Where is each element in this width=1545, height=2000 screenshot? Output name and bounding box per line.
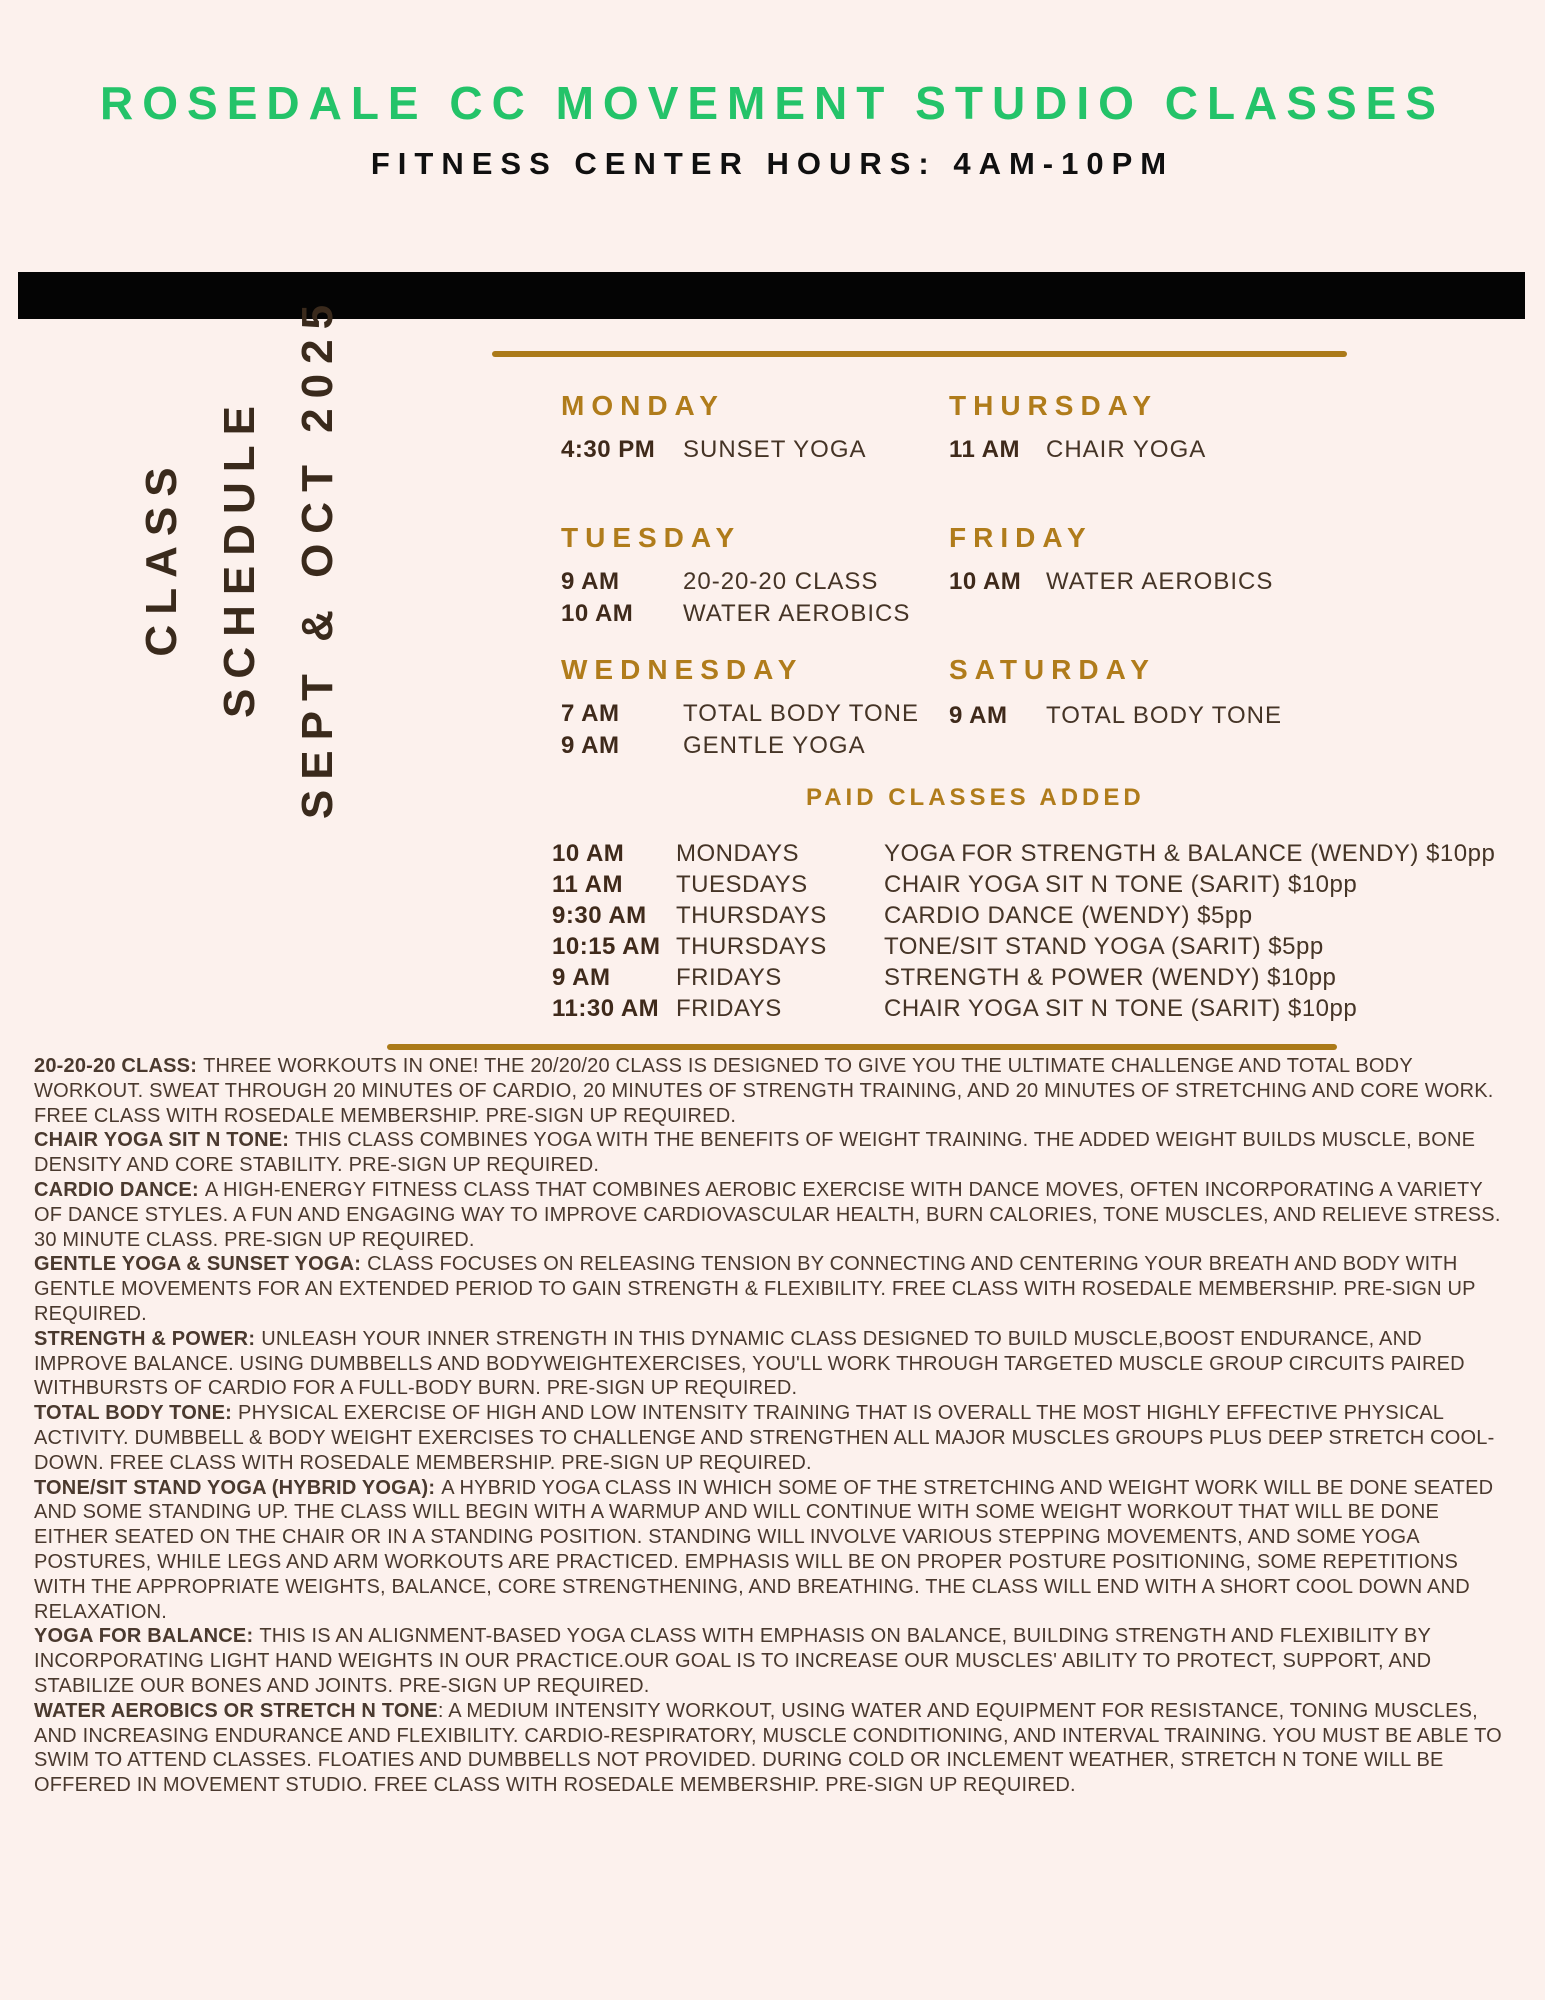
- description-text: A HYBRID YOGA CLASS IN WHICH SOME OF THE STRETCHING AND WEIGHT WORK WILL BE DONE SEATED AND SOME STANDING UP. THE CLASS WILL BEGIN WITH A WARMUP AND WILL CONTINUE WITH SOME WEIGHT WORKOUT THAT WILL BE DONE EITHER SEATED ON THE CHAIR OR IN A STANDING POSITION. STANDING WILL INVOLVE VARIOUS STEPPING MOVEMENTS, AND SOME YOGA POSTURES, WHILE LEGS AND ARM WORKOUTS ARE PRACTICED. EMPHASIS WILL BE ON PROPER POSTURE POSITIONING, SOME REPETITIONS WITH THE APPROPRIATE WEIGHTS, BALANCE, CORE STRENGTHENING, AND BREATHING. THE CLASS WILL END WITH A SHORT COOL DOWN AND RELAXATION.: [34, 1476, 1494, 1623]
- description-text: THREE WORKOUTS IN ONE! THE 20/20/20 CLASS IS DESIGNED TO GIVE YOU THE ULTIMATE CHALLENGE AND TOTAL BODY WORKOUT. SWEAT THROUGH 20 MINUTES OF CARDIO, 20 MINUTES OF STRENGTH TRAINING, AND 20 MINUTES OF STRETCHING AND CORE WORK. FREE CLASS WITH ROSEDALE MEMBERSHIP. PRE-SIGN UP REQUIRED.: [34, 1055, 1494, 1127]
- paid-day: TUESDAYS: [676, 871, 808, 898]
- description-text: CLASS FOCUSES ON RELEASING TENSION BY CONNECTING AND CENTERING YOUR BREATH AND BODY WITH GENTLE MOVEMENTS FOR AN EXTENDED PERIOD TO GAIN STRENGTH & FLEXIBILITY. FREE CLASS WITH ROSEDALE MEMBERSHIP. PRE-SIGN UP REQUIRED.: [34, 1253, 1476, 1325]
- paid-time: 9:30 AM: [552, 902, 647, 929]
- entry-time: 9 AM: [561, 732, 620, 759]
- description-paragraph: [34, 1128, 1514, 1178]
- paid-class-row: [552, 900, 1495, 931]
- paid-day: FRIDAYS: [676, 964, 782, 991]
- vertical-schedule-title: [123, 282, 363, 832]
- entry-time: 10 AM: [949, 568, 1022, 595]
- gold-rule-top: [492, 351, 1347, 357]
- paid-time: 10 AM: [552, 840, 625, 867]
- description-paragraph: [34, 1252, 1514, 1326]
- schedule-entry: [561, 698, 919, 730]
- day-heading: SATURDAY: [949, 654, 1156, 685]
- description-text: THIS CLASS COMBINES YOGA WITH THE BENEFITS OF WEIGHT TRAINING. THE ADDED WEIGHT BUILDS MUSCLE, BONE DENSITY AND CORE STABILITY. PRE-SIGN UP REQUIRED.: [34, 1129, 1476, 1177]
- class-descriptions: [34, 1054, 1514, 1798]
- description-label: CARDIO DANCE:: [34, 1178, 199, 1201]
- paid-class: STRENGTH & POWER (WENDY) $10pp: [884, 964, 1337, 991]
- paid-class-row: [552, 869, 1495, 900]
- paid-time: 11:30 AM: [552, 995, 660, 1022]
- paid-day: THURSDAYS: [676, 902, 827, 929]
- day-heading: THURSDAY: [949, 390, 1158, 421]
- description-label: YOGA FOR BALANCE:: [34, 1625, 254, 1648]
- schedule-entry: [949, 434, 1206, 466]
- paid-class: TONE/SIT STAND YOGA (SARIT) $5pp: [884, 933, 1324, 960]
- description-paragraph: [34, 1054, 1514, 1128]
- paid-day: FRIDAYS: [676, 995, 782, 1022]
- description-text: PHYSICAL EXERCISE OF HIGH AND LOW INTENSITY TRAINING THAT IS OVERALL THE MOST HIGHLY EFFECTIVE PHYSICAL ACTIVITY. DUMBBELL & BODY WEIGHT EXERCISES TO CHALLENGE AND STRENGTHEN ALL MAJOR MUSCLES GROUPS PLUS DEEP STRETCH COOL-DOWN. FREE CLASS WITH ROSEDALE MEMBERSHIP. PRE-SIGN UP REQUIRED.: [34, 1402, 1495, 1474]
- day-heading: WEDNESDAY: [561, 654, 804, 685]
- entry-time: 9 AM: [949, 702, 1008, 729]
- paid-classes-heading: PAID CLASSES ADDED: [806, 784, 1145, 811]
- description-text: A HIGH-ENERGY FITNESS CLASS THAT COMBINES AEROBIC EXERCISE WITH DANCE MOVES, OFTEN INCORPORATING A VARIETY OF DANCE STYLES. A FUN AND ENGAGING WAY TO IMPROVE CARDIOVASCULAR HEALTH, BURN CALORIES, TONE MUSCLES, AND RELIEVE STRESS. 30 MINUTE CLASS. PRE-SIGN UP REQUIRED.: [34, 1178, 1501, 1251]
- description-paragraph: [34, 1327, 1514, 1401]
- description-label: TONE/SIT STAND YOGA (HYBRID YOGA):: [34, 1476, 436, 1499]
- schedule-entry: [949, 700, 1282, 732]
- paid-class-row: [552, 838, 1495, 869]
- description-paragraph: [34, 1401, 1514, 1475]
- description-paragraph: [34, 1476, 1514, 1625]
- description-text: THIS IS AN ALIGNMENT-BASED YOGA CLASS WITH EMPHASIS ON BALANCE, BUILDING STRENGTH AND FLEXIBILITY BY INCORPORATING LIGHT HAND WEIGHTS IN OUR PRACTICE.OUR GOAL IS TO INCREASE OUR MUSCLES' ABILITY TO PROTECT, SUPPORT, AND STABILIZE OUR BONES AND JOINTS. PRE-SIGN UP REQUIRED.: [34, 1625, 1432, 1697]
- entry-time: 9 AM: [561, 568, 620, 595]
- schedule-entry: [561, 730, 919, 762]
- paid-class-row: [552, 993, 1495, 1024]
- paid-time: 11 AM: [552, 871, 623, 898]
- vertical-title-line-dates: SEPT & OCT 2025: [293, 294, 342, 820]
- schedule-entry: [561, 566, 910, 598]
- vertical-title-line-class: CLASS: [137, 457, 186, 657]
- gold-rule-bottom: [387, 1044, 1337, 1050]
- paid-class: CARDIO DANCE (WENDY) $5pp: [884, 902, 1253, 929]
- day-wednesday: [561, 654, 919, 762]
- paid-time: 10:15 AM: [552, 933, 661, 960]
- description-label: GENTLE YOGA & SUNSET YOGA:: [34, 1253, 362, 1276]
- vertical-title-line-schedule: SCHEDULE: [215, 395, 264, 719]
- paid-day: MONDAYS: [676, 840, 800, 867]
- paid-class: CHAIR YOGA SIT N TONE (SARIT) $10pp: [884, 871, 1358, 898]
- paid-class-row: [552, 962, 1495, 993]
- paid-class-row: [552, 931, 1495, 962]
- paid-time: 9 AM: [552, 964, 611, 991]
- entry-time: 11 AM: [949, 436, 1020, 463]
- description-label: WATER AEROBICS OR STRETCH N TONE: [34, 1699, 438, 1722]
- paid-class: CHAIR YOGA SIT N TONE (SARIT) $10pp: [884, 995, 1358, 1022]
- day-monday: [561, 390, 867, 466]
- description-paragraph: [34, 1624, 1514, 1698]
- paid-class: YOGA FOR STRENGTH & BALANCE (WENDY) $10pp: [884, 840, 1496, 867]
- entry-class: WATER AEROBICS: [683, 600, 911, 627]
- schedule-entry: [949, 566, 1273, 598]
- description-paragraph: [34, 1699, 1514, 1798]
- description-text: UNLEASH YOUR INNER STRENGTH IN THIS DYNAMIC CLASS DESIGNED TO BUILD MUSCLE,BOOST ENDURANCE, AND IMPROVE BALANCE. USING DUMBBELLS AND BODYWEIGHTEXERCISES, YOU'LL WORK THROUGH TARGETED MUSCLE GROUP CIRCUITS PAIRED WITHBURSTS OF CARDIO FOR A FULL-BODY BURN. PRE-SIGN UP REQUIRED.: [34, 1327, 1465, 1400]
- day-thursday: [949, 390, 1206, 466]
- paid-day: THURSDAYS: [676, 933, 827, 960]
- entry-class: TOTAL BODY TONE: [1046, 702, 1282, 729]
- day-heading: TUESDAY: [561, 522, 742, 553]
- description-text: : A MEDIUM INTENSITY WORKOUT, USING WATER AND EQUIPMENT FOR RESISTANCE, TONING MUSCLES, AND INCREASING ENDURANCE AND FLEXIBILITY. CARDIO-RESPIRATORY, MUSCLE CONDITIONING, AND INTERVAL TRAINING. YOU MUST BE ABLE TO SWIM TO ATTEND CLASSES. FLOATIES AND DUMBBELLS NOT PROVIDED. DURING COLD OR INCLEMENT WEATHER, STRETCH N TONE WILL BE OFFERED IN MOVEMENT STUDIO. FREE CLASS WITH ROSEDALE MEMBERSHIP. PRE-SIGN UP REQUIRED.: [34, 1699, 1502, 1797]
- entry-class: TOTAL BODY TONE: [683, 700, 919, 727]
- day-friday: [949, 522, 1273, 598]
- entry-class: SUNSET YOGA: [683, 436, 867, 463]
- entry-class: GENTLE YOGA: [683, 732, 866, 759]
- entry-class: 20-20-20 CLASS: [683, 568, 879, 595]
- fitness-hours-subtitle: FITNESS CENTER HOURS: 4AM-10PM: [370, 146, 1175, 181]
- description-paragraph: [34, 1178, 1514, 1252]
- day-tuesday: [561, 522, 910, 630]
- entry-class: CHAIR YOGA: [1046, 436, 1207, 463]
- paid-classes-list: [552, 838, 1495, 1024]
- day-heading: MONDAY: [561, 390, 725, 421]
- description-label: TOTAL BODY TONE:: [34, 1402, 233, 1425]
- page-title: ROSEDALE CC MOVEMENT STUDIO CLASSES: [100, 77, 1445, 129]
- day-saturday: [949, 654, 1282, 732]
- description-label: CHAIR YOGA SIT N TONE:: [34, 1129, 290, 1152]
- schedule-entry: [561, 434, 867, 466]
- day-heading: FRIDAY: [949, 522, 1093, 553]
- entry-time: 4:30 PM: [561, 436, 656, 463]
- description-label: 20-20-20 CLASS:: [34, 1055, 198, 1077]
- entry-time: 7 AM: [561, 700, 620, 727]
- entry-class: WATER AEROBICS: [1046, 568, 1274, 595]
- description-label: STRENGTH & POWER:: [34, 1327, 256, 1350]
- entry-time: 10 AM: [561, 600, 634, 627]
- schedule-entry: [561, 598, 910, 630]
